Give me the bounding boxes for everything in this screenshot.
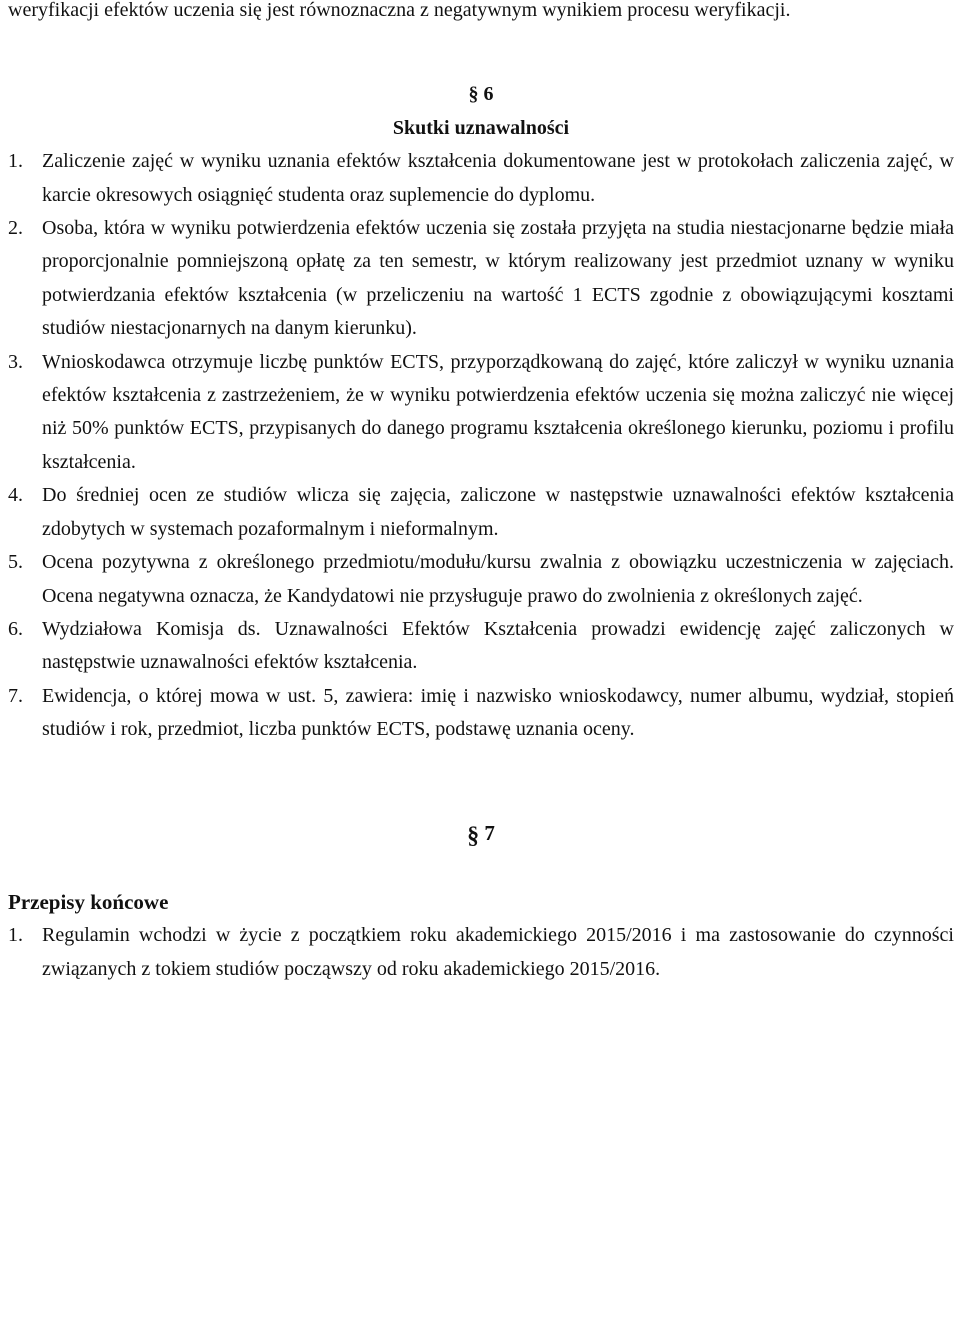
list-item-number: 6.	[8, 617, 23, 640]
list-item	[8, 613, 954, 680]
list-item-number: 5.	[8, 551, 23, 574]
section-6-list	[8, 145, 954, 746]
list-item	[8, 546, 954, 613]
list-item-number: 1.	[8, 150, 23, 173]
list-item-text: Regulamin wchodzi w życie z początkiem roku akademickiego 2015/2016 i ma zastosowanie do czynności związanych z tokiem studiów począwszy od roku akademickiego 2015/2016.	[42, 924, 954, 980]
list-item-text: Wydziałowa Komisja ds. Uznawalności Efektów Kształcenia prowadzi ewidencję zajęć zaliczonych w następstwie uznawalności efektów kształcenia.	[42, 617, 954, 674]
list-item-text: Do średniej ocen ze studiów wlicza się zajęcia, zaliczone w następstwie uznawalności efektów kształcenia zdobytych w systemach pozaformalnym i nieformalnym.	[42, 484, 954, 540]
list-item-text: Osoba, która w wyniku potwierdzenia efektów uczenia się została przyjęta na studia niestacjonarne będzie miała proporcjonalnie pomniejszoną opłatę za ten semestr, w którym realizowany jest przedmiot uznany w wyniku potwierdzania efektów kształcenia (w przeliczeniu na wartość 1 ECTS zgodnie z obowiązującymi kosztami studiów niestacjonarnych na danym kierunku).	[42, 217, 954, 340]
list-item-number: 4.	[8, 484, 23, 507]
section-6-number: § 6	[468, 83, 494, 106]
section-6-title: Skutki uznawalności	[392, 116, 570, 139]
section-7-digit: 7	[484, 820, 495, 845]
list-item-number: 7.	[8, 684, 23, 707]
document-page	[8, 0, 954, 986]
list-item-text: Zaliczenie zajęć w wyniku uznania efektów kształcenia dokumentowane jest w protokołach zaliczenia zajęć, w karcie okresowych osiągnięć studenta oraz suplemencie do dyplomu.	[42, 150, 954, 206]
section-7-number	[8, 817, 954, 853]
intro-paragraph: weryfikacji efektów uczenia się jest równoznaczna z negatywnym wynikiem procesu weryfikacji.	[8, 0, 791, 21]
list-item-number: 1.	[8, 924, 23, 947]
list-item	[8, 479, 954, 546]
list-item	[8, 919, 954, 986]
list-item	[8, 346, 954, 480]
list-item	[8, 145, 954, 212]
list-item	[8, 680, 954, 747]
list-item-number: 2.	[8, 217, 23, 240]
list-item-text: Ewidencja, o której mowa w ust. 5, zawiera: imię i nazwisko wnioskodawcy, numer albumu, wydział, stopień studiów i rok, przedmiot, liczba punktów ECTS, podstawę uznania oceny.	[42, 684, 954, 741]
section-7-heading: Przepisy końcowe	[8, 889, 169, 914]
list-item-number: 3.	[8, 350, 23, 373]
paragraph-sign: §	[467, 822, 480, 849]
list-item-text: Wnioskodawca otrzymuje liczbę punktów ECTS, przyporządkowaną do zajęć, które zaliczył w wyniku uznania efektów kształcenia z zastrzeżeniem, że w wyniku potwierdzenia efektów uczenia się można zaliczyć nie więcej niż 50% punktów ECTS, przypisanych do danego programu kształcenia określonego kierunku, poziomu i profilu kształcenia.	[42, 350, 954, 473]
list-item	[8, 212, 954, 346]
section-7-list	[8, 919, 954, 986]
list-item-text: Ocena pozytywna z określonego przedmiotu/modułu/kursu zwalnia z obowiązku uczestniczenia w zajęciach. Ocena negatywna oznacza, że Kandydatowi nie przysługuje prawo do zwolnienia z określonych zajęć.	[42, 551, 954, 607]
